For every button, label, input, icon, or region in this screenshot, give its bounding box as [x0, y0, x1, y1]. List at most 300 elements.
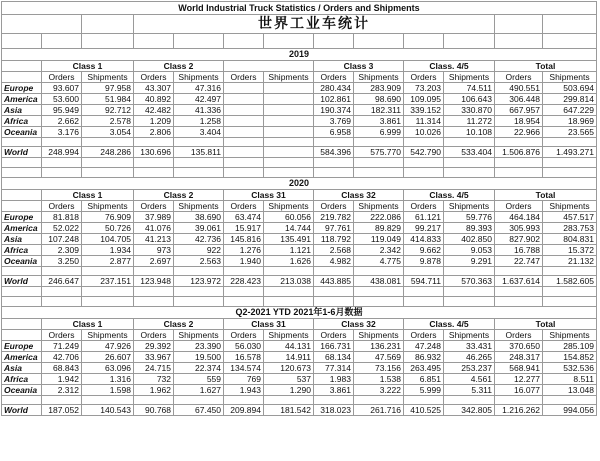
orders-header: Orders [404, 330, 444, 341]
empty-cell [174, 396, 224, 405]
data-cell: 1.943 [224, 385, 264, 396]
data-cell: 3.250 [42, 256, 82, 267]
empty-cell [82, 168, 134, 178]
data-cell: 76.909 [82, 212, 134, 223]
empty-cell [354, 297, 404, 307]
data-cell: 93.607 [42, 83, 82, 94]
data-cell: 1.983 [314, 374, 354, 385]
class-header: Total [495, 319, 597, 330]
empty-cell [2, 297, 42, 307]
data-cell: 63.474 [224, 212, 264, 223]
empty-cell [354, 396, 404, 405]
data-cell: 283.909 [354, 83, 404, 94]
world-total-cell: 443.885 [314, 276, 354, 287]
data-cell: 18.969 [543, 116, 597, 127]
data-cell: 6.851 [404, 374, 444, 385]
data-cell: 52.022 [42, 223, 82, 234]
data-cell [264, 127, 314, 138]
class-header: Class 2 [134, 190, 224, 201]
empty-cell [495, 34, 543, 49]
data-cell: 109.095 [404, 94, 444, 105]
data-cell: 6.958 [314, 127, 354, 138]
region-label: Asia [2, 234, 42, 245]
empty-cell [444, 267, 495, 276]
empty-cell [2, 190, 42, 201]
world-total-cell: 187.052 [42, 405, 82, 416]
data-cell: 15.917 [224, 223, 264, 234]
empty-cell [444, 297, 495, 307]
class-header: Class 31 [224, 319, 314, 330]
data-cell: 40.892 [134, 94, 174, 105]
data-cell: 8.511 [543, 374, 597, 385]
data-cell: 4.982 [314, 256, 354, 267]
data-cell: 107.248 [42, 234, 82, 245]
empty-cell [134, 297, 174, 307]
data-cell: 2.806 [134, 127, 174, 138]
region-label: America [2, 223, 42, 234]
empty-cell [224, 138, 264, 147]
empty-cell [444, 396, 495, 405]
shipments-header: Shipments [174, 201, 224, 212]
shipments-header: Shipments [543, 201, 597, 212]
empty-cell [264, 396, 314, 405]
data-cell: 248.317 [495, 352, 543, 363]
data-cell: 59.776 [444, 212, 495, 223]
empty-cell [174, 34, 224, 49]
data-cell: 9.291 [444, 256, 495, 267]
data-cell: 47.316 [174, 83, 224, 94]
empty-cell [404, 297, 444, 307]
data-cell: 77.314 [314, 363, 354, 374]
empty-cell [543, 396, 597, 405]
data-cell: 6.999 [354, 127, 404, 138]
data-cell: 2.877 [82, 256, 134, 267]
world-total-cell: 1.637.614 [495, 276, 543, 287]
empty-cell [42, 34, 82, 49]
data-cell: 16.077 [495, 385, 543, 396]
empty-cell [495, 168, 543, 178]
data-cell: 95.949 [42, 105, 82, 116]
data-cell [224, 94, 264, 105]
empty-cell [314, 396, 354, 405]
data-cell: 73.156 [354, 363, 404, 374]
world-label: World [2, 405, 42, 416]
empty-cell [404, 168, 444, 178]
data-cell: 2.662 [42, 116, 82, 127]
empty-cell [354, 287, 404, 297]
empty-cell [2, 34, 42, 49]
data-cell: 2.578 [82, 116, 134, 127]
world-total-cell: 209.894 [224, 405, 264, 416]
empty-cell [134, 396, 174, 405]
world-total-cell: 237.151 [82, 276, 134, 287]
data-cell: 305.993 [495, 223, 543, 234]
region-label: Oceania [2, 127, 42, 138]
shipments-header: Shipments [174, 330, 224, 341]
orders-header: Orders [314, 72, 354, 83]
orders-header: Orders [404, 72, 444, 83]
data-cell: 2.312 [42, 385, 82, 396]
data-cell: 283.753 [543, 223, 597, 234]
data-cell: 68.134 [314, 352, 354, 363]
empty-cell [404, 34, 444, 49]
orders-header: Orders [134, 72, 174, 83]
world-total-cell: 181.542 [264, 405, 314, 416]
data-cell: 922 [174, 245, 224, 256]
empty-cell [314, 158, 354, 168]
world-total-cell: 246.647 [42, 276, 82, 287]
data-cell: 330.870 [444, 105, 495, 116]
empty-cell [404, 267, 444, 276]
class-header: Class 2 [134, 319, 224, 330]
empty-cell [264, 168, 314, 178]
data-cell: 46.265 [444, 352, 495, 363]
data-cell: 119.049 [354, 234, 404, 245]
data-cell: 98.690 [354, 94, 404, 105]
empty-cell [174, 138, 224, 147]
world-total-cell: 90.768 [134, 405, 174, 416]
data-cell: 490.551 [495, 83, 543, 94]
empty-cell [174, 267, 224, 276]
class-header: Class 31 [224, 190, 314, 201]
empty-cell [2, 138, 42, 147]
empty-cell [134, 287, 174, 297]
empty-cell [314, 297, 354, 307]
empty-cell [404, 158, 444, 168]
data-cell: 11.272 [444, 116, 495, 127]
data-cell: 2.342 [354, 245, 404, 256]
orders-header: Orders [42, 330, 82, 341]
data-cell [264, 83, 314, 94]
section-year: Q2-2021 YTD 2021年1-6月数据 [2, 307, 597, 319]
data-cell: 182.311 [354, 105, 404, 116]
data-cell: 3.769 [314, 116, 354, 127]
data-cell: 41.213 [134, 234, 174, 245]
world-total-cell: 228.423 [224, 276, 264, 287]
empty-cell [543, 267, 597, 276]
data-cell: 47.926 [82, 341, 134, 352]
empty-cell [444, 287, 495, 297]
data-cell: 1.940 [224, 256, 264, 267]
region-label: Europe [2, 341, 42, 352]
data-cell: 86.932 [404, 352, 444, 363]
data-cell: 3.222 [354, 385, 404, 396]
empty-cell [224, 34, 264, 49]
data-cell: 16.578 [224, 352, 264, 363]
data-cell: 29.392 [134, 341, 174, 352]
data-cell: 33.431 [444, 341, 495, 352]
data-cell: 299.814 [543, 94, 597, 105]
empty-cell [354, 267, 404, 276]
empty-cell [495, 267, 543, 276]
data-cell: 135.491 [264, 234, 314, 245]
orders-header: Orders [42, 72, 82, 83]
data-cell: 154.852 [543, 352, 597, 363]
empty-cell [174, 168, 224, 178]
empty-cell [82, 396, 134, 405]
empty-cell [134, 138, 174, 147]
data-cell: 33.967 [134, 352, 174, 363]
empty-cell [82, 267, 134, 276]
data-cell: 3.861 [354, 116, 404, 127]
data-cell: 102.861 [314, 94, 354, 105]
data-cell: 21.132 [543, 256, 597, 267]
empty-cell [174, 297, 224, 307]
empty-cell [264, 287, 314, 297]
data-cell: 285.109 [543, 341, 597, 352]
data-cell: 2.563 [174, 256, 224, 267]
world-total-cell: 1.506.876 [495, 147, 543, 158]
data-cell: 1.121 [264, 245, 314, 256]
world-total-cell: 594.711 [404, 276, 444, 287]
world-total-cell: 438.081 [354, 276, 404, 287]
class-header: Class. 4/5 [404, 319, 495, 330]
data-cell: 532.536 [543, 363, 597, 374]
world-total-cell: 248.994 [42, 147, 82, 158]
data-cell: 68.843 [42, 363, 82, 374]
empty-cell [264, 138, 314, 147]
empty-cell [404, 287, 444, 297]
empty-cell [314, 168, 354, 178]
world-total-cell: 123.972 [174, 276, 224, 287]
data-cell: 89.393 [444, 223, 495, 234]
data-cell: 9.662 [404, 245, 444, 256]
empty-cell [174, 287, 224, 297]
data-cell: 51.984 [82, 94, 134, 105]
data-cell: 14.911 [264, 352, 314, 363]
data-cell: 1.258 [174, 116, 224, 127]
orders-header: Orders [224, 330, 264, 341]
empty-cell [543, 138, 597, 147]
class-header: Class. 4/5 [404, 190, 495, 201]
empty-cell [42, 396, 82, 405]
empty-cell [543, 287, 597, 297]
data-cell: 22.374 [174, 363, 224, 374]
data-cell: 457.517 [543, 212, 597, 223]
data-cell: 4.561 [444, 374, 495, 385]
data-cell: 104.705 [82, 234, 134, 245]
data-cell: 47.248 [404, 341, 444, 352]
data-cell: 1.538 [354, 374, 404, 385]
world-total-cell: 135.811 [174, 147, 224, 158]
data-cell: 253.237 [444, 363, 495, 374]
region-label: Asia [2, 363, 42, 374]
data-cell: 1.626 [264, 256, 314, 267]
data-cell: 222.086 [354, 212, 404, 223]
data-cell: 145.816 [224, 234, 264, 245]
world-total-cell: 584.396 [314, 147, 354, 158]
empty-cell [2, 267, 42, 276]
empty-cell [82, 287, 134, 297]
empty-cell [2, 61, 42, 72]
data-cell [224, 105, 264, 116]
data-cell: 37.989 [134, 212, 174, 223]
world-total-cell: 140.543 [82, 405, 134, 416]
class-header: Class. 4/5 [404, 61, 495, 72]
data-cell: 47.569 [354, 352, 404, 363]
data-cell: 1.276 [224, 245, 264, 256]
empty-cell [2, 287, 42, 297]
data-cell: 74.511 [444, 83, 495, 94]
data-cell: 4.775 [354, 256, 404, 267]
empty-cell [42, 138, 82, 147]
region-label: Africa [2, 116, 42, 127]
data-cell: 92.712 [82, 105, 134, 116]
shipments-header: Shipments [82, 201, 134, 212]
data-cell: 73.203 [404, 83, 444, 94]
data-cell: 118.792 [314, 234, 354, 245]
class-header: Class 32 [314, 190, 404, 201]
empty-cell [444, 34, 495, 49]
data-cell: 22.747 [495, 256, 543, 267]
empty-cell [495, 297, 543, 307]
empty-cell [2, 396, 42, 405]
class-header [224, 61, 314, 72]
empty-cell [495, 15, 543, 34]
data-cell: 973 [134, 245, 174, 256]
empty-cell [2, 168, 42, 178]
world-total-cell: 342.805 [444, 405, 495, 416]
world-total-cell: 994.056 [543, 405, 597, 416]
empty-cell [134, 158, 174, 168]
empty-cell [134, 168, 174, 178]
data-cell: 81.818 [42, 212, 82, 223]
shipments-header: Shipments [354, 201, 404, 212]
data-cell: 63.096 [82, 363, 134, 374]
data-cell [264, 94, 314, 105]
world-total-cell: 542.790 [404, 147, 444, 158]
data-cell: 10.026 [404, 127, 444, 138]
data-cell: 120.673 [264, 363, 314, 374]
empty-cell [82, 138, 134, 147]
shipments-header: Shipments [264, 201, 314, 212]
region-label: Oceania [2, 256, 42, 267]
data-cell: 23.390 [174, 341, 224, 352]
data-cell: 60.056 [264, 212, 314, 223]
orders-header: Orders [42, 201, 82, 212]
world-total-cell: 123.948 [134, 276, 174, 287]
region-label: America [2, 352, 42, 363]
empty-cell [314, 267, 354, 276]
data-cell: 2.309 [42, 245, 82, 256]
data-cell: 26.607 [82, 352, 134, 363]
data-cell: 10.108 [444, 127, 495, 138]
data-cell: 3.404 [174, 127, 224, 138]
data-cell: 41.076 [134, 223, 174, 234]
data-cell: 89.829 [354, 223, 404, 234]
world-label: World [2, 276, 42, 287]
region-label: America [2, 94, 42, 105]
data-cell: 42.706 [42, 352, 82, 363]
data-cell: 1.942 [42, 374, 82, 385]
empty-cell [2, 72, 42, 83]
shipments-header: Shipments [444, 72, 495, 83]
world-total-cell: 318.023 [314, 405, 354, 416]
orders-header: Orders [495, 330, 543, 341]
data-cell: 339.152 [404, 105, 444, 116]
world-total-cell: 1.582.605 [543, 276, 597, 287]
class-header: Total [495, 61, 597, 72]
world-total-cell: 261.716 [354, 405, 404, 416]
orders-header: Orders [314, 201, 354, 212]
orders-header: Orders [134, 330, 174, 341]
data-cell: 39.061 [174, 223, 224, 234]
empty-cell [404, 396, 444, 405]
data-cell: 166.731 [314, 341, 354, 352]
class-header: Class 2 [134, 61, 224, 72]
data-cell: 190.374 [314, 105, 354, 116]
data-cell: 414.833 [404, 234, 444, 245]
data-cell: 56.030 [224, 341, 264, 352]
data-cell: 61.121 [404, 212, 444, 223]
data-cell: 106.643 [444, 94, 495, 105]
world-total-cell: 1.216.262 [495, 405, 543, 416]
class-header: Total [495, 190, 597, 201]
shipments-header: Shipments [354, 72, 404, 83]
region-label: Asia [2, 105, 42, 116]
data-cell: 2.568 [314, 245, 354, 256]
data-cell: 16.788 [495, 245, 543, 256]
empty-cell [2, 319, 42, 330]
shipments-header: Shipments [444, 330, 495, 341]
data-cell: 769 [224, 374, 264, 385]
empty-cell [82, 158, 134, 168]
data-cell: 306.448 [495, 94, 543, 105]
orders-header: Orders [495, 72, 543, 83]
data-cell: 19.500 [174, 352, 224, 363]
orders-header: Orders [224, 201, 264, 212]
data-cell: 5.311 [444, 385, 495, 396]
data-cell: 38.690 [174, 212, 224, 223]
data-cell: 3.054 [82, 127, 134, 138]
empty-cell [2, 15, 82, 34]
empty-cell [404, 138, 444, 147]
orders-header: Orders [224, 72, 264, 83]
region-label: Oceania [2, 385, 42, 396]
data-cell: 99.217 [404, 223, 444, 234]
world-total-cell [264, 147, 314, 158]
empty-cell [495, 287, 543, 297]
empty-cell [495, 138, 543, 147]
data-cell: 14.744 [264, 223, 314, 234]
orders-header: Orders [495, 201, 543, 212]
data-cell: 18.954 [495, 116, 543, 127]
empty-cell [224, 158, 264, 168]
world-total-cell: 1.493.271 [543, 147, 597, 158]
empty-cell [543, 297, 597, 307]
class-header: Class 1 [42, 190, 134, 201]
shipments-header: Shipments [543, 330, 597, 341]
data-cell: 568.941 [495, 363, 543, 374]
orders-header: Orders [314, 330, 354, 341]
data-cell: 2.697 [134, 256, 174, 267]
empty-cell [444, 158, 495, 168]
empty-cell [2, 201, 42, 212]
class-header: Class 3 [314, 61, 404, 72]
shipments-header: Shipments [82, 330, 134, 341]
empty-cell [264, 158, 314, 168]
empty-cell [495, 158, 543, 168]
region-label: Europe [2, 83, 42, 94]
world-total-cell [224, 147, 264, 158]
data-cell: 136.231 [354, 341, 404, 352]
data-cell: 15.372 [543, 245, 597, 256]
region-label: Europe [2, 212, 42, 223]
data-cell: 503.694 [543, 83, 597, 94]
sheet-title-cn: 世界工业车统计 [134, 15, 495, 34]
data-cell: 667.957 [495, 105, 543, 116]
region-label: Africa [2, 374, 42, 385]
